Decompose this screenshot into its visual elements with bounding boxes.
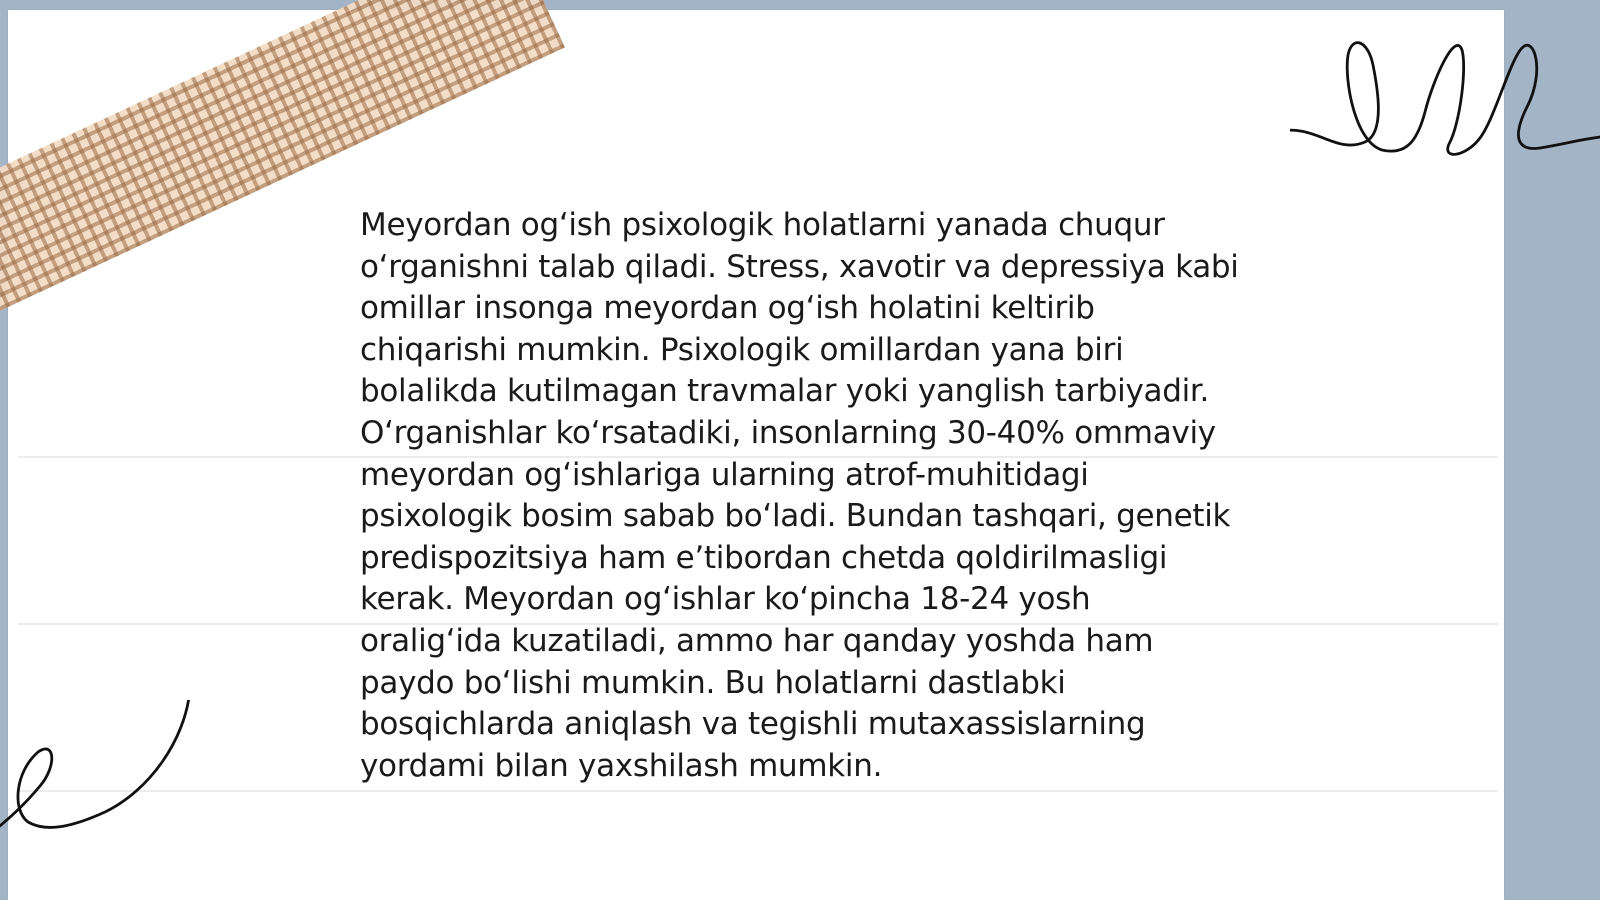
ruled-line bbox=[18, 790, 1498, 792]
body-paragraph: Meyordan og‘ish psixologik holatlarni yanada chuqur o‘rganishni talab qiladi. Stress, xavotir va depressiya kabi omillar insonga meyordan og‘ish holatini keltirib chiqarishi mumkin. Psixologik omillardan yana biri bolalikda kutilmagan travmalar yoki yanglish tarbiyadir. O‘rganishlar ko‘rsatadiki, insonlarning 30-40% ommaviy meyordan og‘ishlariga ularning atrof-muhitidagi psixologik bosim sabab bo‘ladi. Bundan tashqari, genetik predispozitsiya ham e’tibordan chetda qoldirilmasligi kerak. Meyordan og‘ishlar ko‘pincha 18-24 yosh oralig‘ida kuzatiladi, ammo har qanday yoshda ham paydo bo‘lishi mumkin. Bu holatlarni dastlabki bosqichlarda aniqlash va tegishli mutaxassislarning yordami bilan yaxshilash mumkin. bbox=[360, 207, 1239, 784]
loop-swirl-icon bbox=[1290, 30, 1600, 170]
loop-swirl-icon bbox=[0, 700, 200, 850]
